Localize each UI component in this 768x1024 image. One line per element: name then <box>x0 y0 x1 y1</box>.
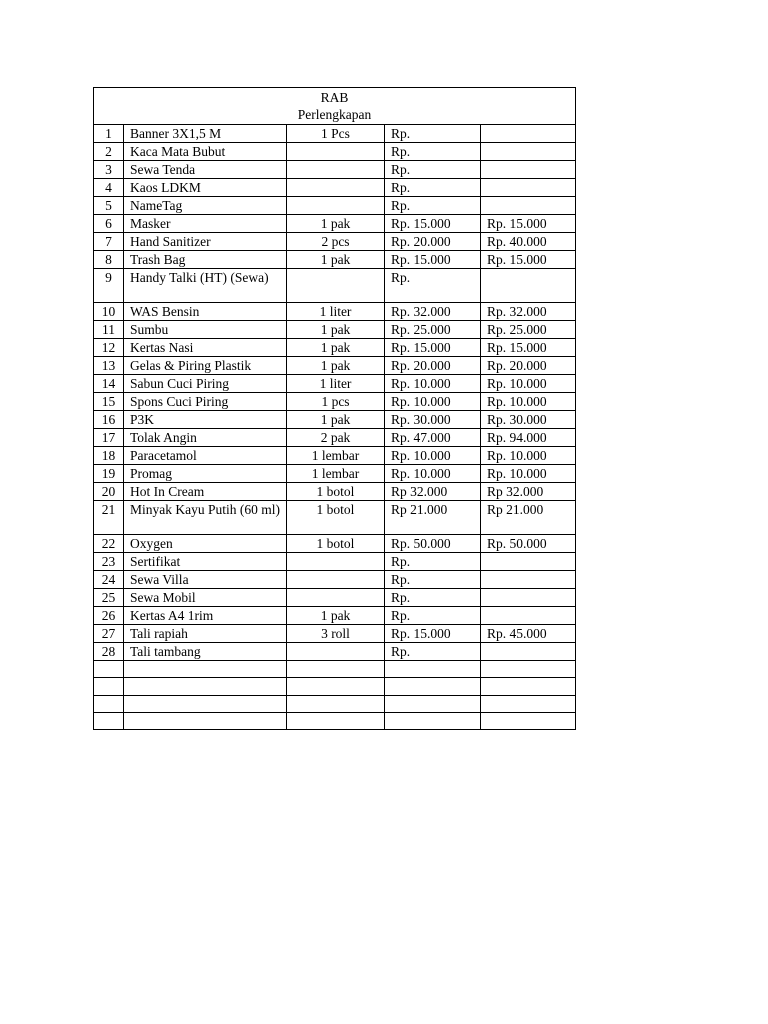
cell-number: 9 <box>94 269 124 303</box>
cell-number: 2 <box>94 143 124 161</box>
cell-item: Kertas Nasi <box>124 339 287 357</box>
cell-item: Banner 3X1,5 M <box>124 125 287 143</box>
cell-number: 28 <box>94 643 124 661</box>
table-row <box>94 269 576 303</box>
cell-unit-price: Rp. 15.000 <box>385 339 481 357</box>
cell-total <box>481 589 576 607</box>
cell-total: Rp. 10.000 <box>481 465 576 483</box>
cell-total <box>481 571 576 589</box>
cell-unit-price: Rp. <box>385 571 481 589</box>
cell-total: Rp. 15.000 <box>481 215 576 233</box>
cell-unit-price: Rp. <box>385 161 481 179</box>
cell-unit-price: Rp. <box>385 125 481 143</box>
cell-item: Tolak Angin <box>124 429 287 447</box>
cell-unit-price: Rp. <box>385 197 481 215</box>
document-subtitle: Perlengkapan <box>297 107 372 122</box>
rab-table-body <box>94 88 576 730</box>
cell-number: 22 <box>94 535 124 553</box>
cell-quantity <box>287 553 385 571</box>
cell-unit-price: Rp. 10.000 <box>385 375 481 393</box>
table-row <box>94 161 576 179</box>
cell-number: 10 <box>94 303 124 321</box>
cell-item: Kertas A4 1rim <box>124 607 287 625</box>
table-row <box>94 643 576 661</box>
cell-item: Minyak Kayu Putih (60 ml) <box>124 501 287 535</box>
table-row <box>94 143 576 161</box>
cell-item: Sewa Villa <box>124 571 287 589</box>
cell-number <box>94 695 124 712</box>
cell-number: 19 <box>94 465 124 483</box>
cell-total: Rp. 40.000 <box>481 233 576 251</box>
cell-total <box>481 269 576 303</box>
cell-quantity <box>287 571 385 589</box>
cell-number: 20 <box>94 483 124 501</box>
cell-unit-price: Rp. 30.000 <box>385 411 481 429</box>
table-row <box>94 661 576 678</box>
table-title-cell <box>94 88 576 125</box>
cell-quantity: 1 liter <box>287 303 385 321</box>
cell-quantity <box>287 678 385 695</box>
cell-unit-price <box>385 695 481 712</box>
cell-total: Rp. 10.000 <box>481 375 576 393</box>
cell-unit-price: Rp. 10.000 <box>385 393 481 411</box>
cell-item: P3K <box>124 411 287 429</box>
cell-item: Hot In Cream <box>124 483 287 501</box>
cell-number: 11 <box>94 321 124 339</box>
cell-number: 23 <box>94 553 124 571</box>
cell-total: Rp. 30.000 <box>481 411 576 429</box>
cell-quantity: 3 roll <box>287 625 385 643</box>
cell-total <box>481 695 576 712</box>
table-row <box>94 357 576 375</box>
cell-item: Masker <box>124 215 287 233</box>
table-row <box>94 535 576 553</box>
cell-quantity: 1 pak <box>287 321 385 339</box>
cell-unit-price: Rp. <box>385 589 481 607</box>
cell-unit-price: Rp. <box>385 553 481 571</box>
cell-unit-price: Rp. 47.000 <box>385 429 481 447</box>
table-row <box>94 197 576 215</box>
cell-quantity: 2 pak <box>287 429 385 447</box>
cell-number <box>94 712 124 729</box>
cell-item: Tali rapiah <box>124 625 287 643</box>
cell-number: 14 <box>94 375 124 393</box>
cell-unit-price <box>385 712 481 729</box>
cell-unit-price: Rp. 15.000 <box>385 251 481 269</box>
table-title-row <box>94 88 576 125</box>
cell-item: NameTag <box>124 197 287 215</box>
cell-quantity: 1 Pcs <box>287 125 385 143</box>
cell-item: Trash Bag <box>124 251 287 269</box>
cell-total <box>481 161 576 179</box>
cell-unit-price: Rp. <box>385 269 481 303</box>
table-row <box>94 233 576 251</box>
cell-quantity: 1 botol <box>287 501 385 535</box>
cell-number: 3 <box>94 161 124 179</box>
cell-unit-price: Rp. 50.000 <box>385 535 481 553</box>
cell-item: Handy Talki (HT) (Sewa) <box>124 269 287 303</box>
cell-quantity: 1 pcs <box>287 393 385 411</box>
cell-quantity: 1 liter <box>287 375 385 393</box>
table-row <box>94 429 576 447</box>
cell-quantity: 1 pak <box>287 339 385 357</box>
cell-quantity <box>287 143 385 161</box>
cell-total <box>481 607 576 625</box>
cell-quantity <box>287 269 385 303</box>
cell-item: Sewa Mobil <box>124 589 287 607</box>
table-row <box>94 625 576 643</box>
cell-total: Rp 21.000 <box>481 501 576 535</box>
cell-total: Rp. 32.000 <box>481 303 576 321</box>
cell-quantity <box>287 161 385 179</box>
cell-item: Sumbu <box>124 321 287 339</box>
cell-unit-price: Rp. <box>385 607 481 625</box>
cell-quantity <box>287 661 385 678</box>
cell-item <box>124 712 287 729</box>
cell-quantity <box>287 197 385 215</box>
table-row <box>94 501 576 535</box>
table-row <box>94 411 576 429</box>
table-row <box>94 321 576 339</box>
cell-unit-price: Rp. <box>385 179 481 197</box>
cell-item: Sabun Cuci Piring <box>124 375 287 393</box>
table-row <box>94 339 576 357</box>
table-row <box>94 712 576 729</box>
cell-unit-price: Rp. 20.000 <box>385 357 481 375</box>
cell-number <box>94 678 124 695</box>
cell-total <box>481 661 576 678</box>
cell-total <box>481 143 576 161</box>
cell-number: 6 <box>94 215 124 233</box>
cell-item: Tali tambang <box>124 643 287 661</box>
cell-number: 17 <box>94 429 124 447</box>
cell-unit-price: Rp. 32.000 <box>385 303 481 321</box>
cell-unit-price: Rp. 15.000 <box>385 215 481 233</box>
cell-quantity: 1 pak <box>287 357 385 375</box>
table-row <box>94 179 576 197</box>
table-row <box>94 393 576 411</box>
cell-total: Rp. 20.000 <box>481 357 576 375</box>
cell-unit-price: Rp. 20.000 <box>385 233 481 251</box>
document-title: RAB <box>320 90 349 105</box>
cell-total: Rp. 15.000 <box>481 251 576 269</box>
cell-quantity: 1 pak <box>287 215 385 233</box>
table-row <box>94 678 576 695</box>
cell-total: Rp. 15.000 <box>481 339 576 357</box>
cell-total <box>481 678 576 695</box>
cell-number: 16 <box>94 411 124 429</box>
cell-item <box>124 661 287 678</box>
cell-number: 7 <box>94 233 124 251</box>
cell-quantity: 1 botol <box>287 483 385 501</box>
cell-item <box>124 695 287 712</box>
table-row <box>94 571 576 589</box>
cell-item: WAS Bensin <box>124 303 287 321</box>
cell-quantity <box>287 589 385 607</box>
cell-quantity <box>287 712 385 729</box>
cell-number: 12 <box>94 339 124 357</box>
cell-number: 15 <box>94 393 124 411</box>
table-row <box>94 465 576 483</box>
cell-total: Rp. 10.000 <box>481 393 576 411</box>
cell-quantity: 1 lembar <box>287 447 385 465</box>
cell-item: Sertifikat <box>124 553 287 571</box>
cell-number: 8 <box>94 251 124 269</box>
cell-unit-price: Rp 32.000 <box>385 483 481 501</box>
cell-item: Gelas & Piring Plastik <box>124 357 287 375</box>
cell-unit-price: Rp. 10.000 <box>385 465 481 483</box>
cell-unit-price: Rp. <box>385 143 481 161</box>
cell-item: Kaos LDKM <box>124 179 287 197</box>
cell-item <box>124 678 287 695</box>
cell-total <box>481 179 576 197</box>
cell-quantity: 1 lembar <box>287 465 385 483</box>
table-row <box>94 125 576 143</box>
cell-total: Rp. 94.000 <box>481 429 576 447</box>
table-row <box>94 695 576 712</box>
cell-quantity <box>287 643 385 661</box>
cell-unit-price: Rp. <box>385 643 481 661</box>
cell-item: Oxygen <box>124 535 287 553</box>
cell-item: Promag <box>124 465 287 483</box>
table-row <box>94 375 576 393</box>
table-row <box>94 483 576 501</box>
cell-number: 4 <box>94 179 124 197</box>
cell-number <box>94 661 124 678</box>
rab-table <box>93 87 576 730</box>
cell-quantity: 1 pak <box>287 411 385 429</box>
table-row <box>94 303 576 321</box>
cell-unit-price: Rp. 15.000 <box>385 625 481 643</box>
cell-quantity <box>287 695 385 712</box>
cell-number: 24 <box>94 571 124 589</box>
cell-total <box>481 197 576 215</box>
cell-number: 5 <box>94 197 124 215</box>
cell-total: Rp. 50.000 <box>481 535 576 553</box>
cell-total <box>481 553 576 571</box>
cell-total: Rp. 25.000 <box>481 321 576 339</box>
cell-item: Sewa Tenda <box>124 161 287 179</box>
cell-unit-price <box>385 678 481 695</box>
cell-unit-price: Rp. 10.000 <box>385 447 481 465</box>
cell-quantity: 1 pak <box>287 251 385 269</box>
cell-item: Paracetamol <box>124 447 287 465</box>
cell-total: Rp 32.000 <box>481 483 576 501</box>
table-row <box>94 251 576 269</box>
cell-item: Hand Sanitizer <box>124 233 287 251</box>
cell-number: 13 <box>94 357 124 375</box>
table-row <box>94 215 576 233</box>
cell-item: Kaca Mata Bubut <box>124 143 287 161</box>
cell-number: 26 <box>94 607 124 625</box>
cell-number: 27 <box>94 625 124 643</box>
cell-unit-price: Rp 21.000 <box>385 501 481 535</box>
cell-number: 18 <box>94 447 124 465</box>
cell-quantity <box>287 179 385 197</box>
cell-total: Rp. 10.000 <box>481 447 576 465</box>
table-row <box>94 553 576 571</box>
cell-quantity: 2 pcs <box>287 233 385 251</box>
table-row <box>94 447 576 465</box>
cell-quantity: 1 botol <box>287 535 385 553</box>
cell-total: Rp. 45.000 <box>481 625 576 643</box>
cell-total <box>481 125 576 143</box>
table-row <box>94 589 576 607</box>
cell-total <box>481 712 576 729</box>
cell-unit-price: Rp. 25.000 <box>385 321 481 339</box>
table-row <box>94 607 576 625</box>
cell-quantity: 1 pak <box>287 607 385 625</box>
cell-item: Spons Cuci Piring <box>124 393 287 411</box>
cell-number: 21 <box>94 501 124 535</box>
cell-unit-price <box>385 661 481 678</box>
cell-total <box>481 643 576 661</box>
cell-number: 25 <box>94 589 124 607</box>
cell-number: 1 <box>94 125 124 143</box>
